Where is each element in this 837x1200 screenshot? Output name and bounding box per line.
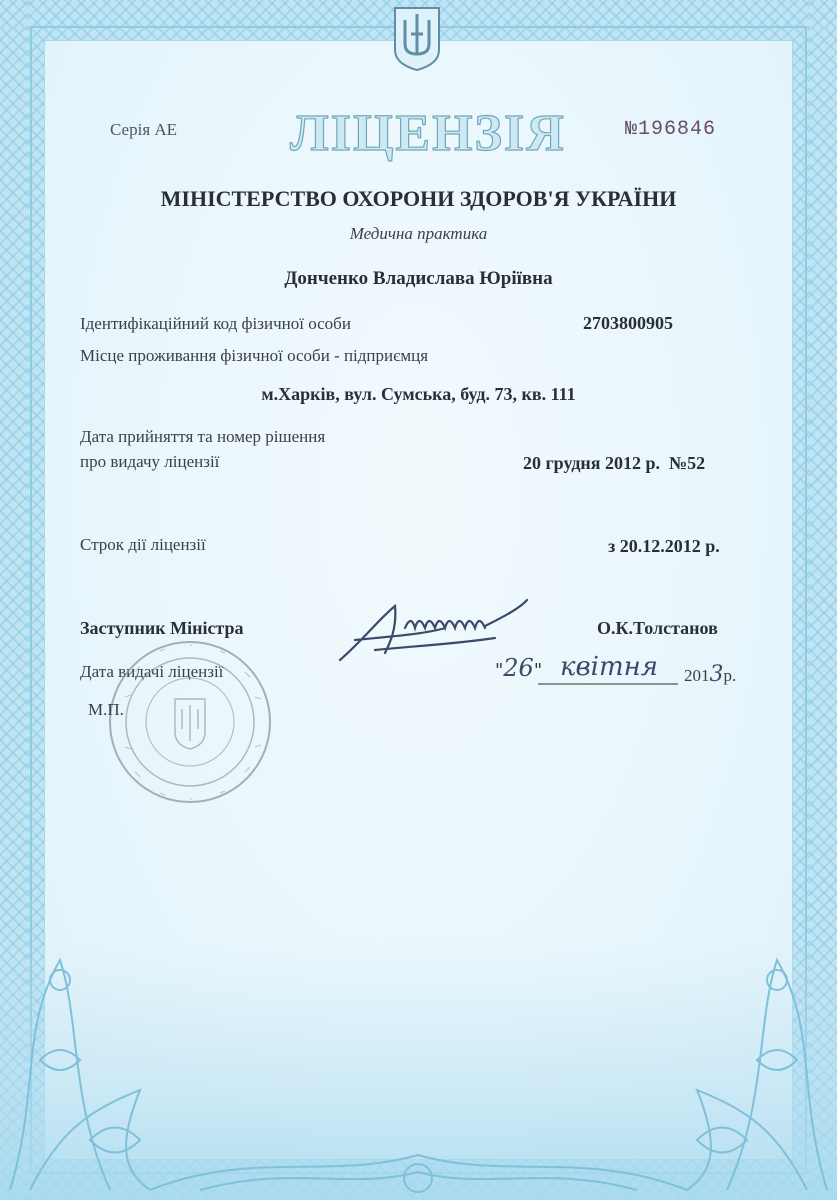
issue-day-value: 26: [503, 654, 534, 682]
issue-month: квітня: [560, 652, 658, 682]
signatory-name: О.К.Толстанов: [597, 618, 718, 638]
issue-year-suffix: р.: [723, 666, 737, 685]
decision-value: 20 грудня 2012 р. №52: [523, 453, 706, 473]
residence-value: м.Харків, вул. Сумська, буд. 73, кв. 111: [261, 384, 576, 404]
issue-day: "26": [495, 654, 543, 682]
stamp-place-label: М.П.: [88, 700, 124, 719]
document-title: ЛІЦЕНЗІЯ: [290, 105, 566, 162]
issue-year-prefix: 201: [684, 666, 710, 685]
series-label: Серія АЕ: [110, 120, 178, 139]
signatory-position: Заступник Міністра: [80, 618, 244, 638]
decision-label-line2: про видачу ліцензії: [80, 452, 220, 471]
license-holder-name: Донченко Владислава Юріївна: [284, 268, 553, 289]
term-value: з 20.12.2012 р.: [608, 536, 720, 556]
issue-date-label: Дата видачі ліцензії: [80, 662, 224, 681]
official-stamp: [105, 637, 275, 807]
trident-emblem-icon: [391, 4, 443, 72]
month-underline: [538, 682, 678, 686]
decision-label-line1: Дата прийняття та номер рішення: [80, 427, 326, 446]
issue-year: [684, 662, 736, 687]
floral-ornament: [0, 940, 837, 1200]
id-code-value: 2703800905: [583, 313, 673, 333]
license-number: №196846: [625, 118, 717, 141]
id-code-label: Ідентифікаційний код фізичної особи: [80, 314, 351, 333]
term-label: Строк дії ліцензії: [80, 535, 206, 554]
residence-label: Місце проживання фізичної особи - підприємця: [80, 346, 429, 365]
activity-type: Медична практика: [349, 224, 488, 243]
issue-year-digit: 3: [709, 662, 724, 687]
ministry-name: МІНІСТЕРСТВО ОХОРОНИ ЗДОРОВ'Я УКРАЇНИ: [160, 186, 677, 211]
